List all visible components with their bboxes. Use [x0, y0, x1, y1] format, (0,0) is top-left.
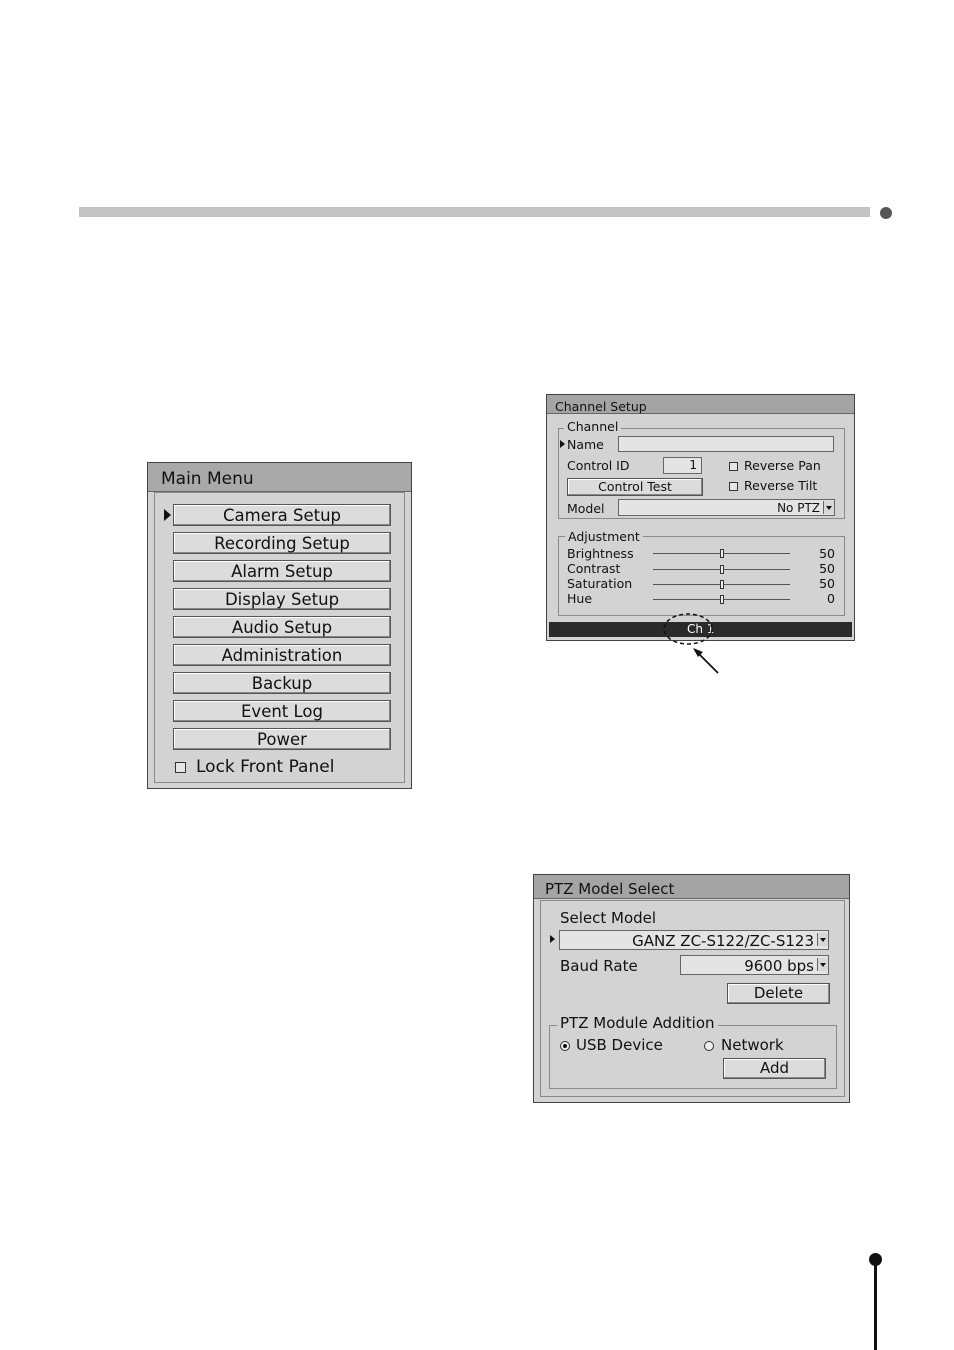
page-marker-line — [874, 1262, 877, 1350]
model-selection-arrow-icon — [550, 935, 555, 943]
camera-setup-button[interactable]: Camera Setup — [173, 504, 391, 526]
name-input[interactable] — [618, 436, 834, 452]
lock-front-panel-checkbox[interactable] — [175, 762, 186, 773]
alarm-setup-button[interactable]: Alarm Setup — [173, 560, 391, 582]
brightness-label: Brightness — [567, 546, 634, 561]
brightness-value: 50 — [819, 546, 835, 561]
reverse-pan-checkbox[interactable] — [729, 462, 738, 471]
usb-device-radio[interactable] — [560, 1041, 570, 1051]
saturation-value: 50 — [819, 576, 835, 591]
control-test-button[interactable]: Control Test — [567, 478, 703, 496]
header-rule — [79, 207, 870, 217]
recording-setup-button[interactable]: Recording Setup — [173, 532, 391, 554]
control-id-input[interactable]: 1 — [663, 457, 702, 474]
selection-arrow-icon — [164, 509, 171, 521]
adjustment-group-legend: Adjustment — [565, 529, 643, 544]
baud-rate-dropdown-value: 9600 bps — [744, 957, 814, 975]
baud-rate-label: Baud Rate — [560, 957, 638, 975]
reverse-tilt-label: Reverse Tilt — [744, 478, 818, 493]
callout-annotation — [650, 600, 730, 680]
reverse-pan-label: Reverse Pan — [744, 458, 821, 473]
hue-value: 0 — [827, 591, 835, 606]
backup-button[interactable]: Backup — [173, 672, 391, 694]
ptz-model-select-title: PTZ Model Select — [534, 875, 849, 899]
ptz-model-dropdown-arrow-icon — [817, 933, 828, 946]
display-setup-button[interactable]: Display Setup — [173, 588, 391, 610]
contrast-label: Contrast — [567, 561, 621, 576]
saturation-slider-thumb[interactable] — [720, 580, 724, 589]
contrast-value: 50 — [819, 561, 835, 576]
ptz-addition-frame — [549, 1025, 837, 1089]
lock-front-panel-label: Lock Front Panel — [196, 757, 335, 777]
network-radio[interactable] — [704, 1041, 714, 1051]
channel-group-legend: Channel — [564, 419, 621, 434]
channel-status-text: Ch 1 — [687, 622, 715, 636]
name-selection-arrow-icon — [560, 440, 565, 448]
saturation-label: Saturation — [567, 576, 633, 591]
delete-button[interactable]: Delete — [727, 983, 830, 1004]
model-dropdown-value: No PTZ — [777, 501, 820, 515]
contrast-slider-thumb[interactable] — [720, 565, 724, 574]
ptz-model-dropdown[interactable] — [559, 930, 829, 950]
audio-setup-button[interactable]: Audio Setup — [173, 616, 391, 638]
model-dropdown[interactable] — [618, 499, 835, 516]
name-label: Name — [567, 437, 604, 452]
select-model-label: Select Model — [560, 909, 657, 927]
model-dropdown-arrow-icon — [823, 501, 834, 514]
network-label: Network — [721, 1036, 784, 1054]
usb-device-label: USB Device — [576, 1036, 663, 1054]
control-id-label: Control ID — [567, 458, 630, 473]
model-label: Model — [567, 501, 605, 516]
header-dot — [880, 207, 892, 219]
brightness-slider-thumb[interactable] — [720, 549, 724, 558]
power-button[interactable]: Power — [173, 728, 391, 750]
reverse-tilt-checkbox[interactable] — [729, 482, 738, 491]
ptz-addition-legend: PTZ Module Addition — [557, 1014, 718, 1032]
ptz-model-dropdown-value: GANZ ZC-S122/ZC-S123 — [632, 932, 814, 950]
callout-circle — [664, 614, 715, 644]
main-menu-title: Main Menu — [148, 463, 411, 492]
baud-rate-dropdown-arrow-icon — [817, 958, 828, 971]
channel-setup-title: Channel Setup — [547, 395, 854, 414]
add-button[interactable]: Add — [723, 1058, 826, 1079]
event-log-button[interactable]: Event Log — [173, 700, 391, 722]
administration-button[interactable]: Administration — [173, 644, 391, 666]
hue-label: Hue — [567, 591, 593, 606]
baud-rate-dropdown[interactable] — [680, 955, 829, 975]
